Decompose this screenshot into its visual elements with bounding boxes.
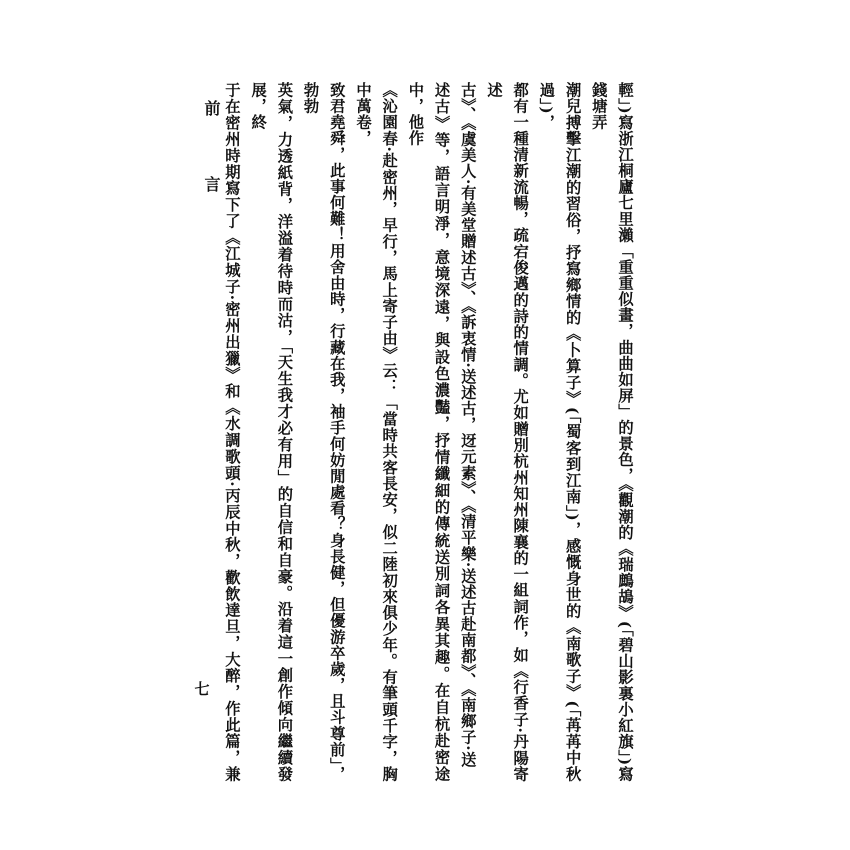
- page-number: 七: [194, 680, 210, 698]
- text-column: 《沁園春·赴密州，早行，馬上寄子由》云：「當時共客長安，似二陸初來俱少年。有筆頭千字，胸中萬卷，: [353, 82, 399, 782]
- body-text: [220, 82, 638, 782]
- text-column: 古》、《虞美人·有美堂贈述古》、《訴衷情·送述古，迓元素》、《清平樂·送述古赴南都》、《南鄉子·送: [458, 82, 477, 768]
- text-column: 潮兒搏擊江潮的習俗，抒寫鄉情的《卜算子》(「蜀客到江南」)，感慨身世的《南歌子》(「苒苒中秋過」)，: [537, 82, 582, 782]
- text-column: 致君堯舜，此事何難！用舍由時，行藏在我，袖手何妨閒處看？身長健，但優游卒歲，且斗尊前」，勃勃: [301, 82, 346, 782]
- running-title: 前 言: [202, 100, 221, 214]
- text-column: 輕」)寫浙江桐廬七里瀨「重重似畫，曲曲如屏」的景色，《觀潮的《瑞鷓鴣》(「碧山影裏小紅旗」)寫錢塘弄: [589, 82, 634, 782]
- text-column: 英氣，力透紙背，洋溢着待時而沽，「天生我才必有用」的自信和自豪。沿着這一創作傾向繼續發展，終: [249, 82, 294, 782]
- text-column: 都有一種清新流暢，疏宕俊邁的詩的情調。尤如贈別杭州知州陳襄的一組詞作，如《行香子·丹陽寄述: [484, 82, 530, 782]
- text-column: 述古》等，語言明淨，意境深遠，與設色濃豔，抒情纖細的傳統送別詞各異其趣。在自杭赴密途中，他作: [406, 82, 451, 782]
- text-column: 于在密州時期寫下了《江城子·密州出獵》和《水調歌頭·丙辰中秋，歡飲達旦，大醉，作此篇，兼: [222, 82, 241, 782]
